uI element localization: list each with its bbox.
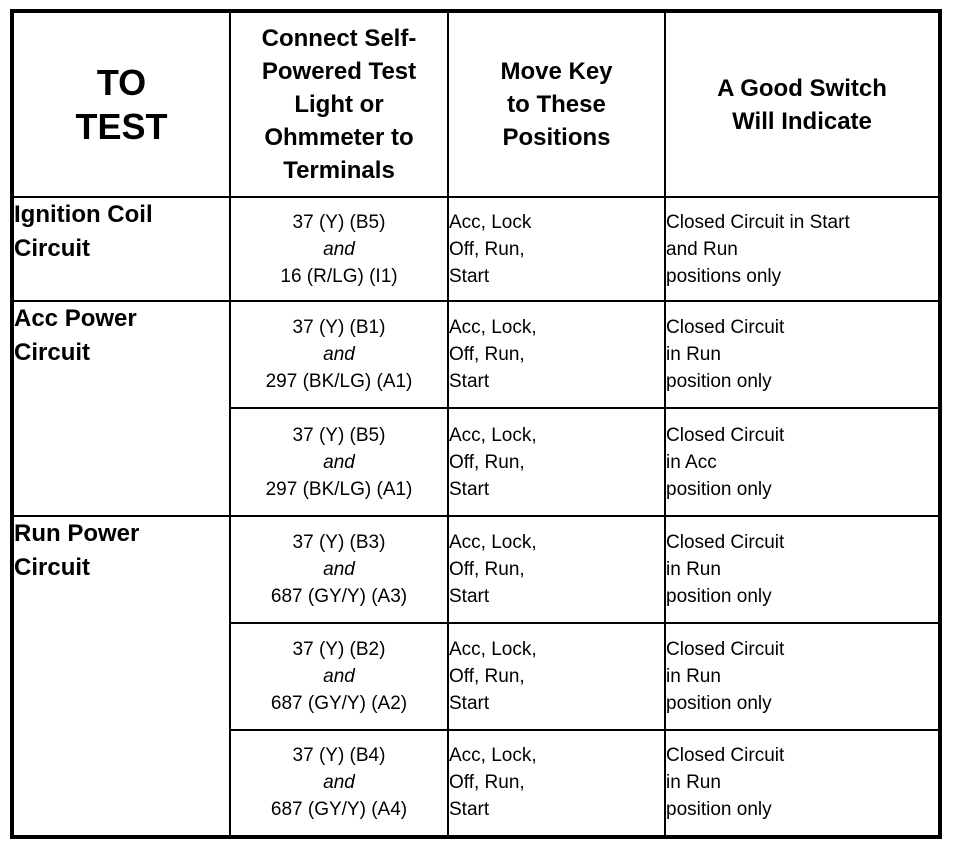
terminals-cell: 37 (Y) (B2) and 687 (GY/Y) (A2) [230, 623, 448, 730]
key-positions-cell: Acc, Lock, Off, Run, Start [448, 301, 665, 408]
result-cell: Closed Circuit in Start and Run positions only [665, 197, 940, 301]
key-positions-cell: Acc, Lock Off, Run, Start [448, 197, 665, 301]
circuit-ignition-coil: Ignition Coil Circuit [12, 197, 230, 301]
result-cell: Closed Circuit in Acc position only [665, 408, 940, 515]
result-cell: Closed Circuit in Run position only [665, 623, 940, 730]
header-move-key: Move Key to These Positions [448, 11, 665, 197]
result-cell: Closed Circuit in Run position only [665, 730, 940, 837]
terminals-cell: 37 (Y) (B1) and 297 (BK/LG) (A1) [230, 301, 448, 408]
circuit-run-power: Run Power Circuit [12, 516, 230, 837]
key-positions-cell: Acc, Lock, Off, Run, Start [448, 623, 665, 730]
key-positions-cell: Acc, Lock, Off, Run, Start [448, 516, 665, 623]
terminals-cell: 37 (Y) (B5) and 297 (BK/LG) (A1) [230, 408, 448, 515]
key-positions-cell: Acc, Lock, Off, Run, Start [448, 730, 665, 837]
header-good-switch: A Good Switch Will Indicate [665, 11, 940, 197]
ignition-switch-test-table [10, 9, 942, 839]
table-row [12, 516, 940, 623]
terminals-cell: 37 (Y) (B3) and 687 (GY/Y) (A3) [230, 516, 448, 623]
header-row [12, 11, 940, 197]
header-connect-terminals: Connect Self- Powered Test Light or Ohmmeter to Terminals [230, 11, 448, 197]
key-positions-cell: Acc, Lock, Off, Run, Start [448, 408, 665, 515]
terminals-cell: 37 (Y) (B5) and 16 (R/LG) (I1) [230, 197, 448, 301]
table-row [12, 301, 940, 408]
terminals-cell: 37 (Y) (B4) and 687 (GY/Y) (A4) [230, 730, 448, 837]
table-row [12, 197, 940, 301]
result-cell: Closed Circuit in Run position only [665, 301, 940, 408]
circuit-acc-power: Acc Power Circuit [12, 301, 230, 515]
header-to-test: TO TEST [12, 11, 230, 197]
result-cell: Closed Circuit in Run position only [665, 516, 940, 623]
